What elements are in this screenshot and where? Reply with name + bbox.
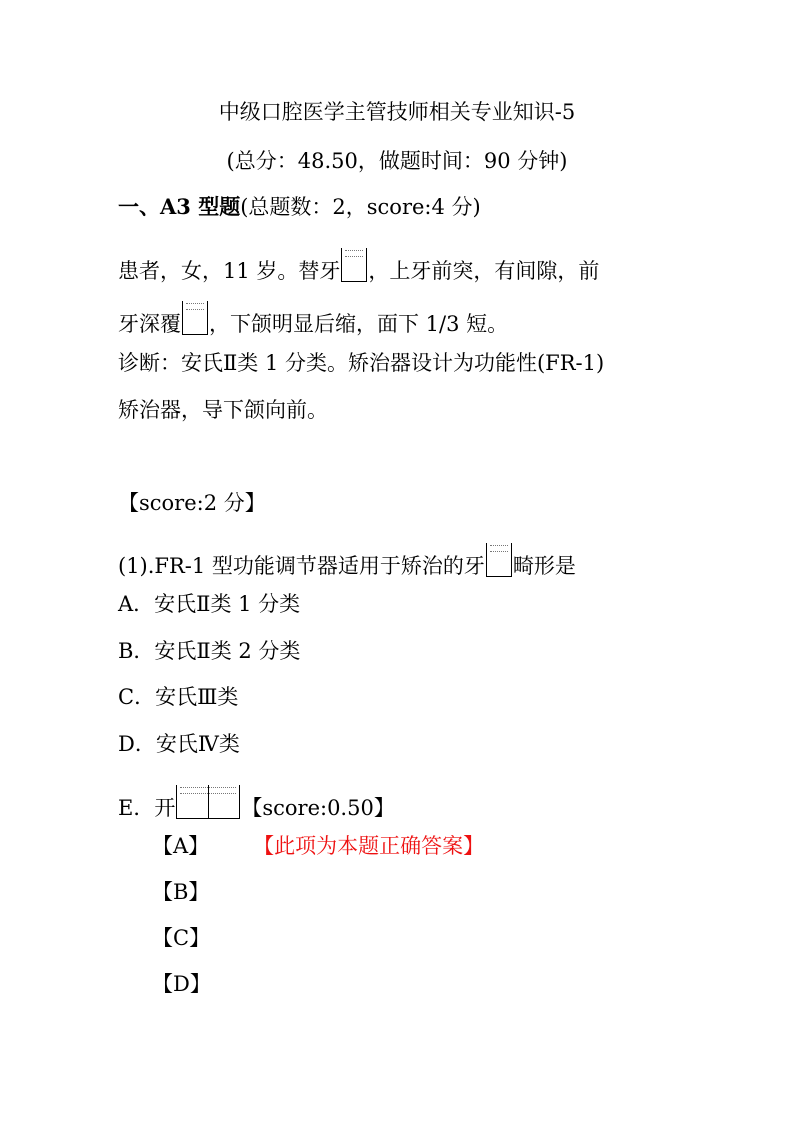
document-title: 中级口腔医学主管技师相关专业知识-5 <box>218 100 576 124</box>
case-text: 患者，女，11 岁。替牙 <box>118 259 341 283</box>
case-text: ，上牙前突，有间隙，前 <box>368 259 600 283</box>
missing-glyph-image <box>182 301 208 335</box>
answer-a <box>152 832 484 860</box>
option-e-score: 【score:0.50】 <box>241 796 395 820</box>
section-meta: (总题数：2，score:4 分) <box>240 195 481 219</box>
missing-glyph-image <box>176 785 240 819</box>
option-e[interactable] <box>118 785 395 822</box>
case-text: 牙深覆 <box>118 312 181 336</box>
option-d[interactable]: D．安氏Ⅳ类 <box>118 732 240 756</box>
case-line-3: 诊断：安氏Ⅱ类 1 分类。矫治器设计为功能性(FR-1) <box>118 351 605 375</box>
answer-label: 【A】 <box>152 834 210 858</box>
option-b[interactable]: B．安氏Ⅱ类 2 分类 <box>118 639 301 663</box>
document-subtitle: (总分：48.50，做题时间：90 分钟) <box>226 149 568 173</box>
case-line-1 <box>118 248 599 285</box>
missing-glyph-image <box>486 543 512 577</box>
option-a[interactable]: A．安氏Ⅱ类 1 分类 <box>118 592 301 616</box>
missing-glyph-image <box>341 248 367 282</box>
option-c[interactable]: C．安氏Ⅲ类 <box>118 685 239 709</box>
answer-b: 【B】 <box>152 880 210 904</box>
stem-text: (1).FR-1 型功能调节器适用于矫治的牙 <box>118 554 485 578</box>
correct-answer-note: 【此项为本题正确答案】 <box>253 834 485 858</box>
section-heading <box>118 193 481 221</box>
answer-d: 【D】 <box>152 972 211 996</box>
case-text: ，下颌明显后缩，面下 1/3 短。 <box>209 312 509 336</box>
question-stem <box>118 543 576 580</box>
case-line-4: 矫治器，导下颌向前。 <box>118 398 328 422</box>
answer-c: 【C】 <box>152 926 211 950</box>
question-score: 【score:2 分】 <box>118 491 266 515</box>
section-title: 一、A3 型题 <box>118 194 241 219</box>
stem-text: 畸形是 <box>512 554 576 578</box>
case-line-2 <box>118 301 508 338</box>
option-e-text: E．开 <box>118 796 176 820</box>
